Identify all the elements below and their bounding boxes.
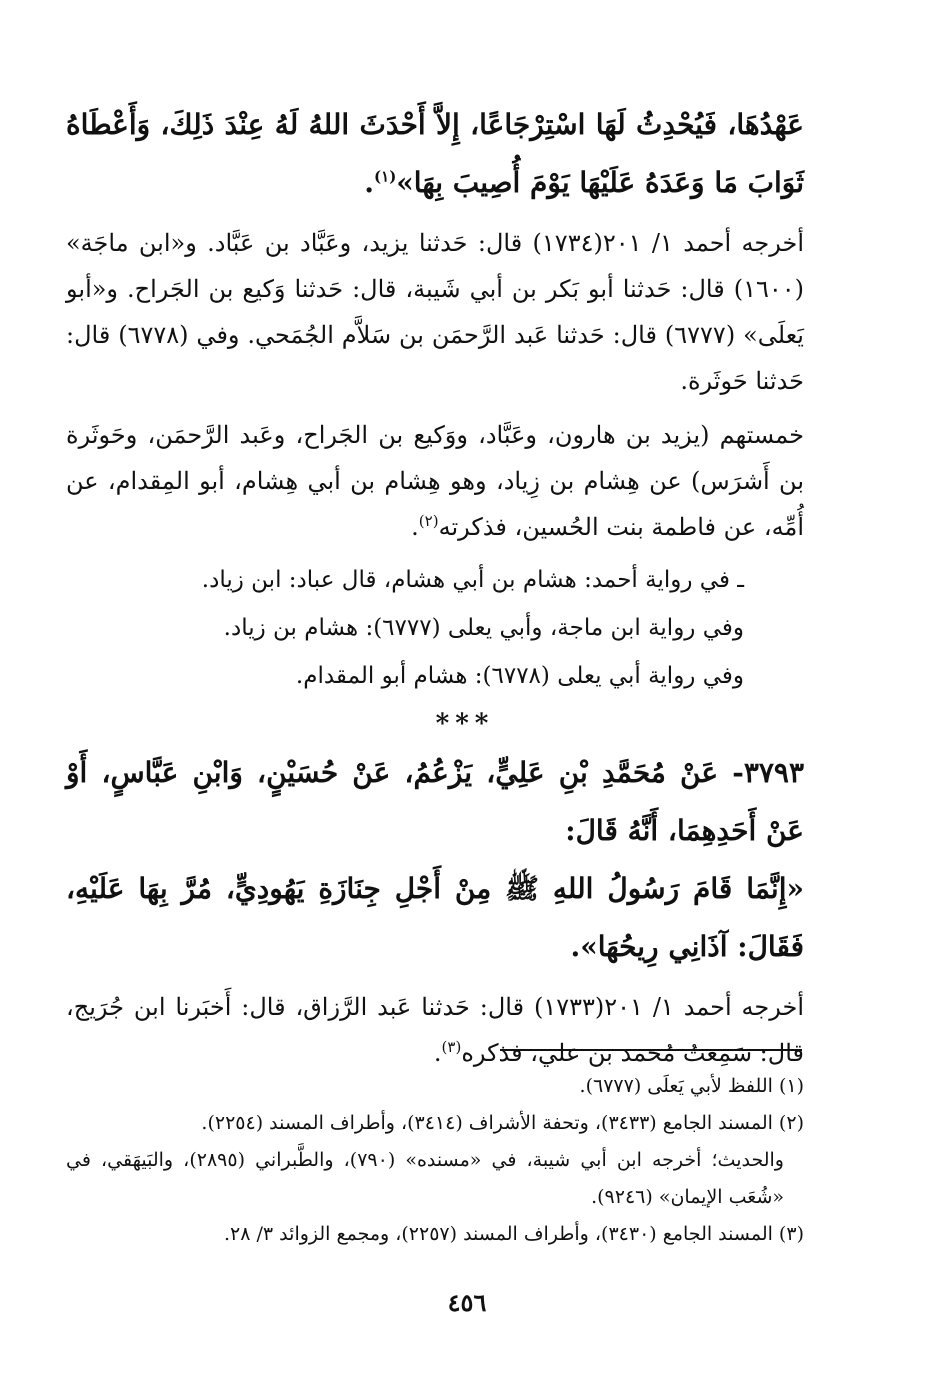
takhrij-paragraph-3: [66, 984, 804, 1076]
page-number: ٤٥٦: [447, 1288, 487, 1317]
narration-note-2: وفي رواية ابن ماجة، وأبي يعلى (٦٧٧٧): هشام بن زياد.: [223, 615, 744, 641]
footnote-ref-1: (١): [374, 167, 397, 186]
footnote-3: (٣) المسند الجامع (٣٤٣٠)، وأطراف المسند (٢٢٥٧)، ومجمع الزوائد ٣/ ٢٨.: [224, 1223, 804, 1245]
hadith-text: عَهْدُهَا، فَيُحْدِثُ لَهَا اسْتِرْجَاعًا، إِلاَّ أَحْدَثَ اللهُ لَهُ عِنْدَ ذَلِكَ، وَأَعْطَاهُ ثَوَابَ مَا وَعَدَهُ عَلَيْهَا يَوْمَ أُصِيبَ بِهَا»: [66, 108, 804, 199]
section-separator: ***: [435, 709, 495, 739]
page-body: [66, 96, 804, 1076]
hadith-3793-matn: «إِنَّمَا قَامَ رَسُولُ اللهِ ﷺ مِنْ أَجْلِ جِنَازَةِ يَهُودِيٍّ، مُرَّ بِهَا عَلَيْهِ، فَقَالَ: آذَانِي رِيحُهَا».: [66, 872, 804, 963]
footnote-ref-3: (٣): [441, 1038, 462, 1056]
takhrij-text: أخرجه أحمد ١/ ٢٠١(١٧٣٣) قال: حَدثنا عَبد الرَّزاق، قال: أَخبَرنا ابن جُرَيج، قال: سَمِعتُ مُحمد بن علي، فذكره: [66, 993, 805, 1067]
takhrij-text: خمستهم (يزيد بن هارون، وعَبَّاد، ووَكيع بن الجَراح، وعَبد الرَّحمَن، وحَوثَرة بن أَشرَس) عن هِشام بن زِياد، وهو هِشام بن أبي هِشام، أبو المِقدام، عن أُمِّه، عن فاطمة بنت الحُسين، فذكرته: [66, 421, 804, 541]
narration-note-3: وفي رواية أبي يعلى (٦٧٧٨): هشام أبو المقدام.: [295, 663, 744, 689]
hadith-3792-ending: [66, 96, 804, 212]
footnotes: [66, 1068, 804, 1253]
takhrij-tail: .: [433, 1039, 442, 1067]
footnote-2-continuation: والحديث؛ أخرجه ابن أبي شيبة، في «مسنده» (٧٩٠)، والطَّبراني (٢٨٩٥)، والبَيهَقي، في «شُعَب الإيمان» (٩٢٤٦).: [66, 1149, 784, 1208]
hadith-tail: .: [364, 166, 375, 199]
footnote-separator-line: [500, 1049, 802, 1051]
hadith-3793-isnad: ٣٧٩٣- عَنْ مُحَمَّدِ بْنِ عَلِيٍّ، يَزْعُمُ، عَنْ حُسَيْنٍ، وَابْنِ عَبَّاسٍ، أَوْ عَنْ أَحَدِهِمَا، أَنَّهُ قَالَ:: [66, 756, 804, 847]
footnote-1: (١) اللفظ لأبي يَعلَى (٦٧٧٧).: [579, 1075, 804, 1097]
narration-notes: [66, 556, 804, 700]
narration-note-1: ـ في رواية أحمد: هشام بن أبي هشام، قال عباد: ابن زياد.: [201, 567, 744, 593]
footnote-2: (٢) المسند الجامع (٣٤٣٣)، وتحفة الأشراف (٣٤١٤)، وأطراف المسند (٢٢٥٤).: [201, 1112, 804, 1134]
footnote-ref-2: (٢): [418, 512, 439, 530]
takhrij-tail: .: [411, 513, 419, 541]
takhrij-paragraph-1: أخرجه أحمد ١/ ٢٠١(١٧٣٤) قال: حَدثنا يزيد، وعَبَّاد بن عَبَّاد. و«ابن ماجَة» (١٦٠٠) قال: حَدثنا أبو بَكر بن أبي شَيبة، قال: حَدثنا وَكيع بن الجَراح. و«أبو يَعلَى» (٦٧٧٧) قال: حَدثنا عَبد الرَّحمَن بن سَلاَّم الجُمَحي. وفي (٦٧٧٨) قال: حَدثنا حَوثَرة.: [66, 229, 805, 395]
takhrij-paragraph-2: [66, 412, 804, 550]
